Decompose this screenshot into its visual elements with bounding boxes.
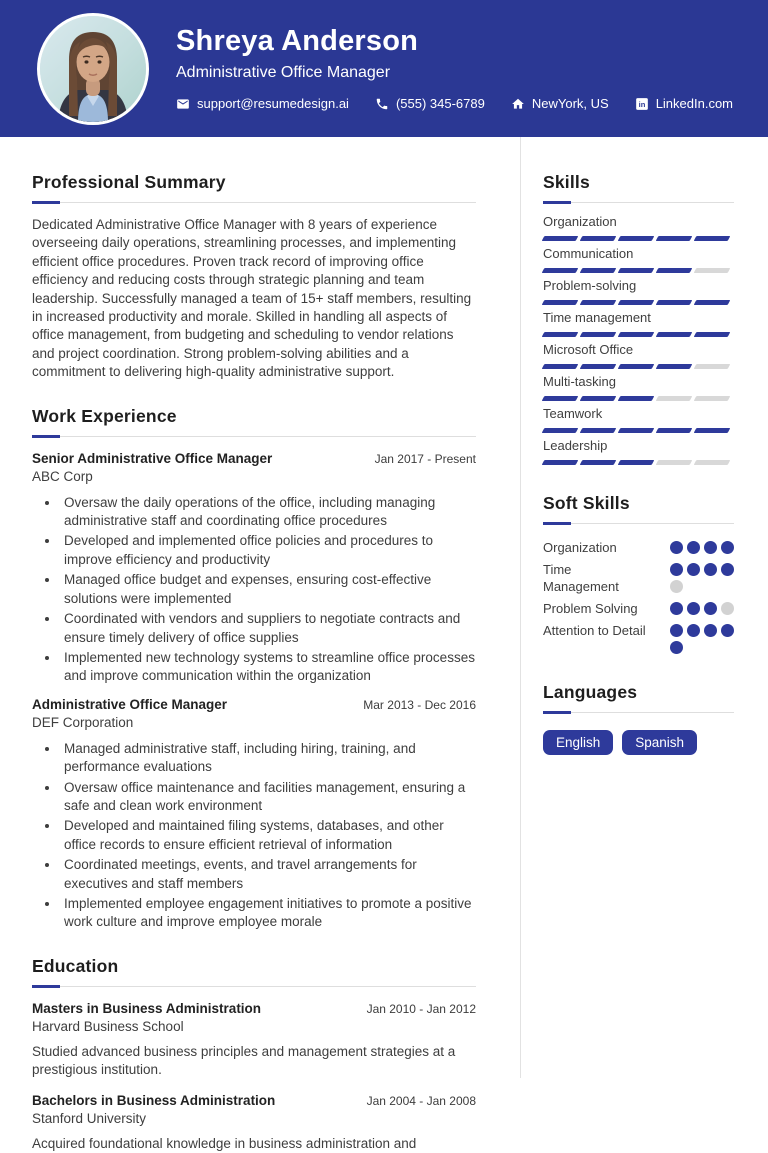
job-bullet: • Developed and maintained filing systems, databases, and other office records to ensure efficient retrieval of information — [60, 817, 476, 854]
skill-bar-segment — [542, 428, 579, 433]
contact-linkedin[interactable] — [635, 96, 733, 111]
section-heading-education: Education — [32, 955, 119, 976]
soft-skill-dots — [670, 539, 734, 556]
skill-bar-segment — [618, 460, 655, 465]
skill-bar — [543, 364, 734, 369]
language-badge: English — [543, 730, 613, 755]
skill-item — [543, 246, 734, 273]
skill-bar-segment — [542, 460, 579, 465]
skill-bar-segment — [542, 332, 579, 337]
soft-skill-dot — [687, 563, 700, 576]
soft-skill-name: Time Management — [543, 562, 619, 594]
skill-bar-segment — [580, 428, 617, 433]
education-entry — [32, 1093, 476, 1153]
soft-skill-name: Organization — [543, 540, 617, 555]
skill-bar-segment — [618, 300, 655, 305]
job-title: Senior Administrative Office Manager — [32, 450, 273, 466]
skill-bar-segment — [694, 268, 731, 273]
skill-bar-segment — [656, 268, 693, 273]
section-education — [32, 956, 476, 1153]
skill-bar-segment — [656, 300, 693, 305]
skill-bar-segment — [618, 428, 655, 433]
skill-name: Multi-tasking — [543, 374, 616, 389]
linkedin-icon — [635, 97, 649, 111]
skill-bar-segment — [694, 236, 731, 241]
skill-bar — [543, 428, 734, 433]
skill-bar-segment — [580, 396, 617, 401]
section-heading-soft-skills: Soft Skills — [543, 493, 630, 513]
soft-skill-list — [543, 539, 734, 654]
skill-bar-segment — [656, 396, 693, 401]
education-list — [32, 1001, 476, 1153]
sidebar-column — [543, 137, 734, 1078]
skill-list — [543, 214, 734, 465]
main-column — [32, 137, 476, 1151]
job-bullet: • Coordinated with vendors and suppliers to negotiate contracts and ensure timely delivery of office supplies — [60, 610, 476, 647]
job-entry — [32, 697, 476, 932]
skill-bar-segment — [656, 332, 693, 337]
section-heading-skills: Skills — [543, 172, 590, 192]
section-rule — [543, 711, 734, 714]
language-badge: Spanish — [622, 730, 697, 755]
skill-bar-segment — [580, 300, 617, 305]
header — [0, 0, 768, 137]
skill-bar-segment — [618, 268, 655, 273]
skill-bar-segment — [580, 268, 617, 273]
soft-skill-dot — [687, 541, 700, 554]
education-description: Studied advanced business principles and management strategies at a prestigious institution. — [32, 1043, 456, 1078]
soft-skill-dot — [687, 624, 700, 637]
skill-bar-segment — [694, 300, 731, 305]
skill-item — [543, 406, 734, 433]
education-dates: Jan 2010 - Jan 2012 — [366, 1001, 476, 1016]
skill-bar — [543, 332, 734, 337]
job-bullet: • Implemented employee engagement initiatives to promote a positive work culture and improve employee morale — [60, 895, 476, 932]
job-bullet: • Managed office budget and expenses, ensuring cost-effective solutions were implemented — [60, 571, 476, 608]
skill-item — [543, 342, 734, 369]
section-rule — [32, 435, 476, 438]
soft-skill-dot — [670, 641, 683, 654]
section-rule — [32, 201, 476, 204]
skill-bar — [543, 236, 734, 241]
skill-bar-segment — [542, 364, 579, 369]
soft-skill-item — [543, 622, 734, 654]
skill-bar — [543, 396, 734, 401]
skill-bar-segment — [542, 268, 579, 273]
soft-skill-dot — [704, 563, 717, 576]
contact-phone[interactable] — [375, 96, 485, 111]
skill-name: Microsoft Office — [543, 342, 634, 357]
skill-bar-segment — [656, 236, 693, 241]
soft-skill-dot — [670, 580, 683, 593]
job-dates: Mar 2013 - Dec 2016 — [363, 697, 476, 712]
job-bullet: • Managed administrative staff, including hiring, training, and performance evaluations — [60, 740, 476, 777]
avatar — [37, 13, 149, 125]
soft-skill-name: Attention to Detail — [543, 623, 646, 638]
skill-bar-segment — [694, 396, 731, 401]
job-bullet: • Implemented new technology systems to streamline office processes and improve communication within the organization — [60, 649, 476, 686]
soft-skill-name: Problem Solving — [543, 601, 638, 616]
soft-skill-dot — [704, 541, 717, 554]
skill-item — [543, 310, 734, 337]
contact-row — [176, 96, 759, 111]
skill-name: Organization — [543, 214, 617, 229]
phone-icon — [375, 97, 389, 111]
profile-photo-icon — [40, 16, 146, 122]
section-languages — [543, 682, 734, 755]
skill-name: Communication — [543, 246, 634, 261]
person-name: Shreya Anderson — [176, 24, 419, 57]
skill-bar-segment — [694, 332, 731, 337]
svg-text:in: in — [638, 100, 646, 110]
language-badges — [543, 730, 734, 755]
skill-item — [543, 214, 734, 241]
soft-skill-dots — [670, 600, 734, 617]
education-dates: Jan 2004 - Jan 2008 — [366, 1093, 476, 1108]
skill-bar-segment — [618, 396, 655, 401]
job-entry — [32, 451, 476, 686]
section-soft-skills — [543, 493, 734, 654]
skill-bar-segment — [542, 236, 579, 241]
education-school: Harvard Business School — [32, 1018, 184, 1034]
skill-bar-segment — [542, 396, 579, 401]
contact-email[interactable] — [176, 96, 349, 111]
section-rule — [32, 985, 476, 988]
skill-bar-segment — [656, 460, 693, 465]
skill-bar-segment — [580, 236, 617, 241]
content — [0, 137, 768, 1151]
section-work-experience — [32, 406, 476, 932]
job-list — [32, 451, 476, 932]
soft-skill-dot — [670, 624, 683, 637]
soft-skill-dot — [721, 624, 734, 637]
soft-skill-dot — [670, 602, 683, 615]
soft-skill-item — [543, 539, 734, 556]
education-degree: Bachelors in Business Administration — [32, 1092, 276, 1108]
section-professional-summary — [32, 172, 476, 382]
skill-bar — [543, 460, 734, 465]
soft-skill-dot — [721, 563, 734, 576]
soft-skill-item — [543, 600, 734, 617]
soft-skill-dot — [721, 602, 734, 615]
soft-skill-dot — [721, 541, 734, 554]
soft-skill-dots — [670, 561, 734, 595]
soft-skill-dot — [704, 602, 717, 615]
skill-bar-segment — [694, 460, 731, 465]
job-company: ABC Corp — [32, 468, 93, 484]
column-divider — [520, 137, 521, 1078]
section-heading-work: Work Experience — [32, 405, 177, 426]
job-dates: Jan 2017 - Present — [374, 451, 476, 466]
job-bullet-list — [32, 494, 476, 686]
skill-name: Leadership — [543, 438, 608, 453]
soft-skill-dot — [704, 624, 717, 637]
section-heading-summary: Professional Summary — [32, 172, 226, 192]
job-bullet: • Oversaw the daily operations of the office, including managing administrative staff and coordinating office procedures — [60, 494, 476, 531]
soft-skill-dot — [670, 541, 683, 554]
skill-bar-segment — [618, 332, 655, 337]
skill-bar-segment — [618, 236, 655, 241]
contact-location-text: NewYork, US — [531, 96, 609, 112]
contact-email-text: support@resumedesign.ai — [197, 96, 349, 112]
skill-bar-segment — [580, 332, 617, 337]
job-title: Administrative Office Manager — [32, 696, 228, 712]
skill-name: Teamwork — [543, 406, 603, 421]
education-school: Stanford University — [32, 1110, 147, 1126]
skill-bar — [543, 268, 734, 273]
skill-name: Time management — [543, 310, 651, 325]
job-bullet: • Oversaw office maintenance and facilities management, ensuring a safe and clean work environment — [60, 779, 476, 816]
skill-item — [543, 438, 734, 465]
contact-location[interactable] — [511, 96, 609, 111]
skill-bar-segment — [656, 364, 693, 369]
skill-item — [543, 278, 734, 305]
summary-text: Dedicated Administrative Office Manager with 8 years of experience overseeing daily operations, streamlining processes, and implementing efficient office procedures. Proven track record of improving office efficiency and reducing costs through strategic planning and team leadership. Successfully managed a team of 15+ staff members, resulting in increased productivity and morale. Skilled in handling all aspects of office management, from budgeting and scheduling to vendor relations and project coordination. Strong problem-solving abilities and a commitment to delivering high-quality administrative support. — [32, 217, 472, 380]
job-bullet: • Coordinated meetings, events, and travel arrangements for executives and staff members — [60, 856, 476, 893]
soft-skill-dot — [687, 602, 700, 615]
education-degree: Masters in Business Administration — [32, 1000, 262, 1016]
education-entry — [32, 1001, 476, 1080]
skill-bar-segment — [694, 428, 731, 433]
section-rule — [543, 522, 734, 525]
skill-bar-segment — [694, 364, 731, 369]
skill-item — [543, 374, 734, 401]
skill-name: Problem-solving — [543, 278, 637, 293]
soft-skill-item — [543, 561, 734, 595]
skill-bar-segment — [542, 300, 579, 305]
job-bullet: • Developed and implemented office policies and procedures to improve efficiency and productivity — [60, 532, 476, 569]
soft-skill-dots — [670, 622, 734, 654]
education-description: Acquired foundational knowledge in business administration and — [32, 1135, 417, 1151]
skill-bar-segment — [580, 364, 617, 369]
skill-bar-segment — [656, 428, 693, 433]
section-heading-languages: Languages — [543, 682, 638, 702]
job-company: DEF Corporation — [32, 714, 134, 730]
contact-phone-text: (555) 345-6789 — [395, 96, 485, 112]
job-bullet-list — [32, 740, 476, 932]
soft-skill-dot — [670, 563, 683, 576]
skill-bar-segment — [580, 460, 617, 465]
person-job-title: Administrative Office Manager — [176, 64, 391, 82]
home-icon — [511, 97, 525, 111]
email-icon — [176, 97, 190, 111]
skill-bar-segment — [618, 364, 655, 369]
section-skills — [543, 172, 734, 465]
skill-bar — [543, 300, 734, 305]
contact-linkedin-text: LinkedIn.com — [655, 96, 734, 112]
section-rule — [543, 201, 734, 204]
